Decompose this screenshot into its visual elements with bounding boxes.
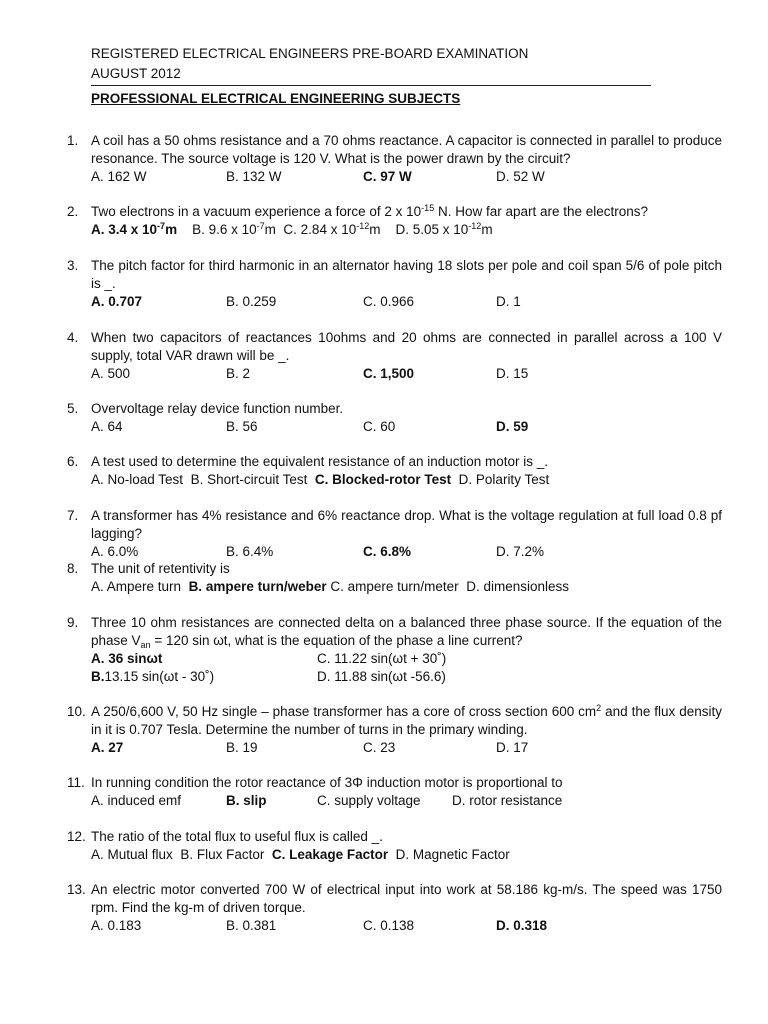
- question-text: Overvoltage relay device function number.: [91, 401, 344, 416]
- question-number: 8.: [67, 561, 79, 576]
- question-12: [67, 828, 722, 864]
- question-5: [67, 400, 722, 436]
- question-text: The unit of retentivity is: [91, 561, 230, 576]
- option-a: A. No-load Test: [91, 472, 184, 487]
- option-d: D. dimensionless: [466, 579, 569, 594]
- option-b: B. 19: [226, 740, 258, 755]
- option-a: A. Ampere turn: [91, 579, 182, 594]
- question-text: A coil has a 50 ohms resistance and a 70 ohms reactance. A capacitor is connected in parallel to produce resonance. The source voltage is 120 V. What is the power drawn by the circuit?: [91, 133, 722, 166]
- option-c-answer: C. Leakage Factor: [271, 847, 389, 862]
- option-b: B. Flux Factor: [180, 847, 265, 862]
- question-7: [67, 507, 722, 561]
- option-b: B. 132 W: [226, 169, 282, 184]
- option-b: B. 56: [226, 419, 258, 434]
- options-row: [91, 846, 722, 864]
- option-a: A. 0.183: [91, 918, 142, 933]
- question-text: The pitch factor for third harmonic in an alternator having 18 slots per pole and coil span 5/6 of pole pitch is _.: [91, 258, 722, 291]
- option-b: B. 2: [226, 366, 251, 381]
- question-9: [67, 614, 722, 686]
- option-a: A. 500: [91, 366, 131, 381]
- exam-title: REGISTERED ELECTRICAL ENGINEERS PRE-BOARD EXAMINATION: [91, 46, 529, 61]
- exam-date: AUGUST 2012: [91, 66, 181, 81]
- header-divider: [91, 85, 651, 86]
- option-c: C. 11.22 sin(ωt + 30˚): [317, 651, 447, 666]
- option-b: B. 9.6 x $10^{-7}m$: [192, 221, 276, 237]
- question-text: A 250/6,600 V, 50 Hz single – phase transformer has a core of cross section 600 $cm^2$ and the flux density in it is 0.707 Tesla. Determine the number of turns in the primary winding.: [91, 703, 722, 737]
- option-c: C. supply voltage: [317, 793, 421, 808]
- subject-heading: PROFESSIONAL ELECTRICAL ENGINEERING SUBJECTS: [91, 91, 461, 106]
- option-d: D. 17: [496, 740, 529, 755]
- question-text: Three 10 ohm resistances are connected delta on a balanced three phase source. If the equation of the phase $V_{an} = 120$ sin ωt, what is the equation of the phase a line current?: [91, 615, 722, 650]
- question-text: In running condition the rotor reactance of 3Φ induction motor is proportional to: [91, 775, 563, 790]
- option-b: B. 0.259: [226, 294, 277, 309]
- option-a: A. 162 W: [91, 169, 147, 184]
- options-row: [91, 221, 722, 239]
- option-c: C. ampere turn/meter: [330, 579, 459, 594]
- question-text: When two capacitors of reactances 10ohms and 20 ohms are connected in parallel across a 100 V supply, total VAR drawn will be _.: [91, 330, 722, 363]
- option-c: C. 60: [363, 419, 396, 434]
- question-text: An electric motor converted 700 W of electrical input into work at 58.186 kg-m/s. The speed was 1750 rpm. Find the kg-m of driven torque.: [91, 882, 722, 915]
- option-d: D. 52 W: [496, 169, 545, 184]
- option-c: C. 23: [363, 740, 396, 755]
- option-d: D. Polarity Test: [458, 472, 550, 487]
- question-text: A transformer has 4% resistance and 6% reactance drop. What is the voltage regulation at full load 0.8 pf lagging?: [91, 508, 722, 541]
- question-3: [67, 257, 722, 311]
- option-d: D. 11.88 sin(ωt -56.6): [317, 669, 446, 684]
- question-4: [67, 329, 722, 383]
- option-d: D. Magnetic Factor: [395, 847, 510, 862]
- question-2: [67, 203, 722, 239]
- option-d: D. 7.2%: [496, 544, 545, 559]
- question-number: 9.: [67, 615, 79, 630]
- question-number: 1.: [67, 133, 79, 148]
- option-a-answer: A. 3.4 x $10^{-7}m$: [91, 221, 178, 237]
- option-a-answer: A. 27: [91, 740, 124, 755]
- question-number: 5.: [67, 401, 79, 416]
- option-a: A. induced emf: [91, 793, 182, 808]
- option-d: D. rotor resistance: [452, 793, 563, 808]
- question-text: The ratio of the total flux to useful flux is called _.: [91, 829, 383, 844]
- option-b-answer: B. slip: [226, 793, 267, 808]
- option-b: B. Short-circuit Test: [190, 472, 308, 487]
- question-13: [67, 881, 722, 935]
- option-c-answer: C. 6.8%: [363, 544, 412, 559]
- question-6: [67, 453, 722, 489]
- question-number: 7.: [67, 508, 79, 523]
- option-a: A. 64: [91, 419, 123, 434]
- option-d: D. 5.05 x $10^{-12}m$: [395, 221, 493, 237]
- option-c-answer: C. 97 W: [363, 169, 412, 184]
- option-b-answer: B. ampere turn/weber: [188, 579, 327, 594]
- question-text: A test used to determine the equivalent resistance of an induction motor is _.: [91, 454, 549, 469]
- option-d: D. 15: [496, 366, 529, 381]
- question-10: [67, 703, 722, 757]
- question-number: 12.: [67, 829, 86, 844]
- option-c: C. 0.966: [363, 294, 415, 309]
- option-a: A. 6.0%: [91, 544, 139, 559]
- question-number: 3.: [67, 258, 79, 273]
- question-number: 11.: [67, 775, 85, 790]
- option-a-answer: A. 36 sinωt: [91, 651, 163, 666]
- question-text: Two electrons in a vacuum experience a force of 2 x $10^{-15}$ N. How far apart are the electrons?: [91, 203, 649, 219]
- option-b: B. 6.4%: [226, 544, 274, 559]
- option-b: B. 0.381: [226, 918, 277, 933]
- option-c-answer: C. 1,500: [363, 366, 415, 381]
- question-11: [67, 774, 722, 810]
- option-c: C. 0.138: [363, 918, 415, 933]
- option-b: B. 13.15 sin(ωt - 30˚): [91, 669, 215, 684]
- question-number: 4.: [67, 330, 79, 345]
- option-c: C. 2.84 x $10^{-12}m$: [283, 221, 381, 237]
- options-row: [91, 471, 722, 489]
- option-d-answer: D. 59: [496, 419, 529, 434]
- question-number: 13.: [67, 882, 86, 897]
- question-1: [67, 132, 722, 186]
- option-a: A. Mutual flux: [91, 847, 173, 862]
- option-d: D. 1: [496, 294, 521, 309]
- options-row: [91, 578, 722, 596]
- question-8: [67, 560, 722, 596]
- question-number: 2.: [67, 204, 79, 219]
- question-number: 6.: [67, 454, 79, 469]
- option-a-answer: A. 0.707: [91, 294, 143, 309]
- question-number: 10.: [67, 704, 86, 719]
- option-c-answer: C. Blocked-rotor Test: [314, 472, 452, 487]
- option-d-answer: D. 0.318: [496, 918, 548, 933]
